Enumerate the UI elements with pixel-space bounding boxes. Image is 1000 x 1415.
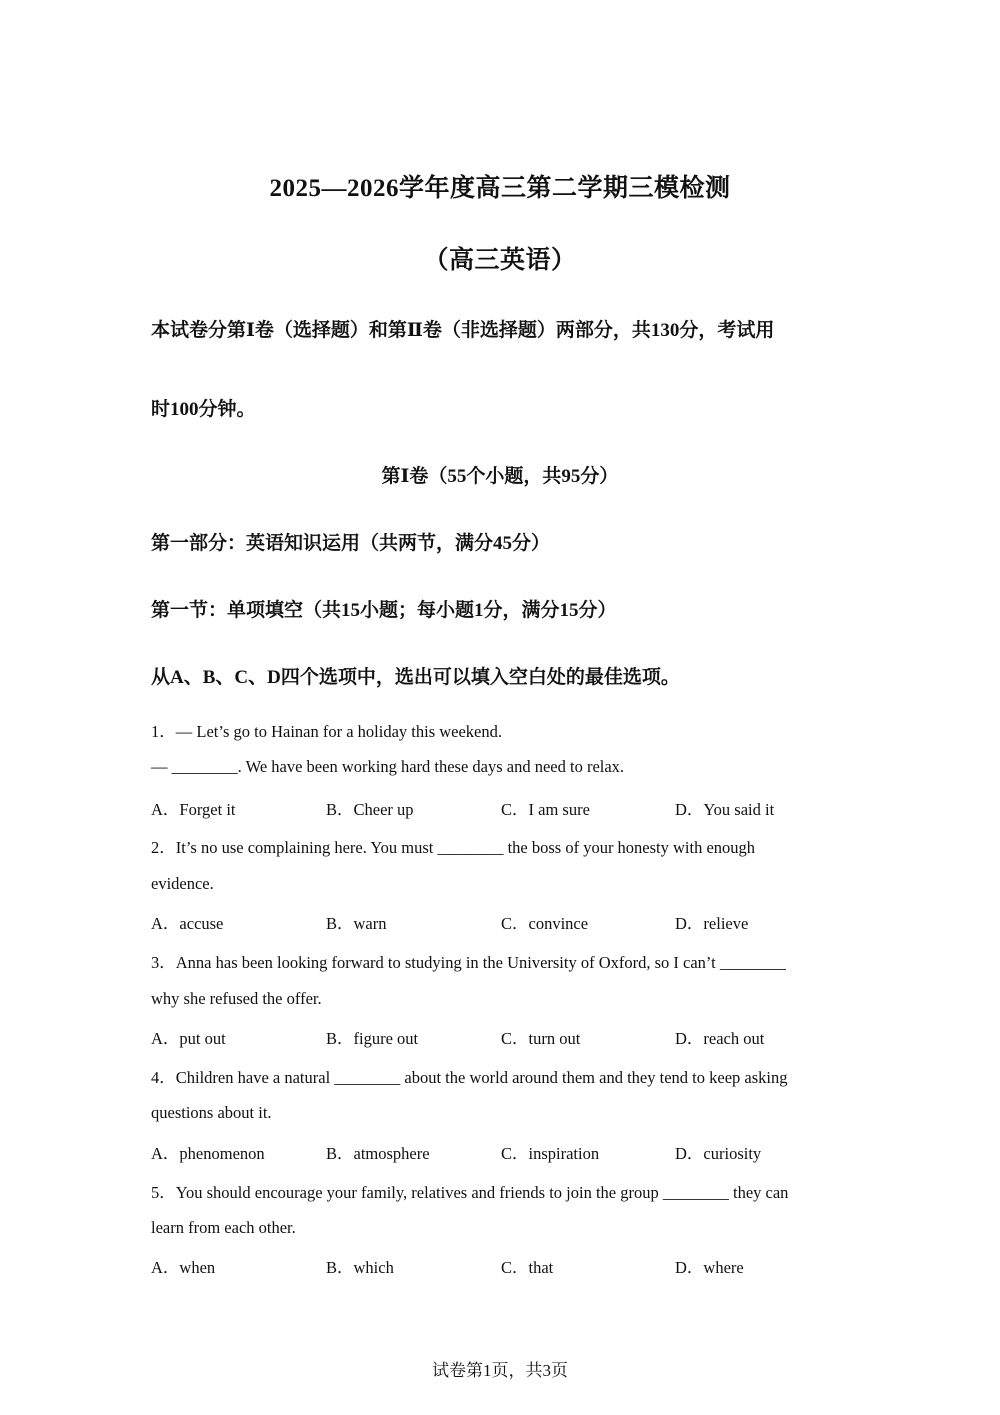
question-3-options	[151, 1025, 851, 1047]
question-3-option-a: A．put out	[151, 1029, 226, 1048]
question-3-line-1: 3．Anna has been looking forward to studying in the University of Oxford, so I can’t ________	[151, 953, 786, 972]
part-title: 第一部分：英语知识运用（共两节，满分45分）	[151, 533, 551, 554]
question-1-option-c: C．I am sure	[501, 800, 590, 819]
question-3-line-2: why she refused the offer.	[151, 989, 322, 1008]
question-5-option-d: D．where	[675, 1258, 744, 1277]
intro-text-line-2: 时100分钟。	[151, 399, 256, 420]
question-3-option-b: B．figure out	[326, 1029, 419, 1048]
question-5-option-b: B．which	[326, 1258, 394, 1277]
question-2-option-a: A．accuse	[151, 914, 224, 933]
question-2-option-b: B．warn	[326, 914, 387, 933]
question-2-options	[151, 910, 851, 932]
question-4-option-a: A．phenomenon	[151, 1144, 265, 1163]
question-5-option-a: A．when	[151, 1258, 216, 1277]
question-1-line-2: — ________. We have been working hard these days and need to relax.	[151, 757, 625, 776]
instruction-text: 从A、B、C、D四个选项中，选出可以填入空白处的最佳选项。	[151, 667, 680, 688]
question-1-option-a: A．Forget it	[151, 800, 236, 819]
question-5-option-c: C．that	[501, 1258, 554, 1277]
question-2-option-c: C．convince	[501, 914, 589, 933]
question-2-option-d: D．relieve	[675, 914, 749, 933]
question-4-option-c: C．inspiration	[501, 1144, 600, 1163]
question-1-line-1: 1．— Let’s go to Hainan for a holiday this weekend.	[151, 722, 503, 741]
question-1-option-d: D．You said it	[675, 800, 775, 819]
intro-text-line-1: 本试卷分第Ⅰ卷（选择题）和第Ⅱ卷（非选择题）两部分，共130分，考试用	[151, 320, 775, 341]
question-5-line-1: 5．You should encourage your family, relatives and friends to join the group ________ they can	[151, 1183, 789, 1202]
exam-title: 2025—2026学年度高三第二学期三模检测	[269, 175, 731, 202]
question-1-options	[151, 796, 851, 818]
question-4-options	[151, 1140, 851, 1162]
question-5-line-2: learn from each other.	[151, 1218, 296, 1237]
section-title: 第Ⅰ卷（55个小题，共95分）	[381, 466, 619, 487]
question-4-option-b: B．atmosphere	[326, 1144, 430, 1163]
exam-subtitle: （高三英语）	[423, 247, 577, 274]
question-4-line-2: questions about it.	[151, 1103, 272, 1122]
question-4-line-1: 4．Children have a natural ________ about the world around them and they tend to keep asking	[151, 1068, 788, 1087]
question-2-line-1: 2．It’s no use complaining here. You must ________ the boss of your honesty with enough	[151, 838, 756, 857]
question-4-option-d: D．curiosity	[675, 1144, 762, 1163]
page-footer: 试卷第1页，共3页	[432, 1361, 568, 1380]
question-1-option-b: B．Cheer up	[326, 800, 414, 819]
question-5-options	[151, 1254, 851, 1276]
subsection-title: 第一节：单项填空（共15小题；每小题1分，满分15分）	[151, 600, 617, 621]
question-3-option-d: D．reach out	[675, 1029, 765, 1048]
question-3-option-c: C．turn out	[501, 1029, 581, 1048]
question-2-line-2: evidence.	[151, 874, 214, 893]
